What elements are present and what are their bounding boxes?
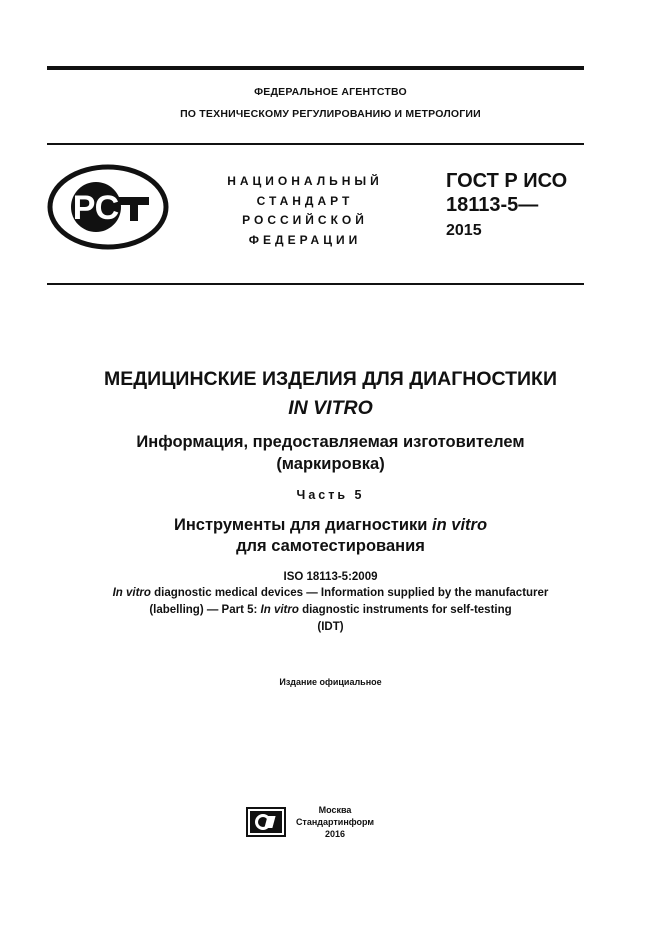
designation-line-2: 18113-5— — [446, 194, 539, 216]
subtitle-line-1: Информация, предоставляемая изготовителем — [136, 433, 525, 451]
part-title-line-1 — [0, 516, 661, 535]
top-rule — [47, 66, 584, 70]
national-standard-line-2: СТАНДАРТ — [256, 194, 354, 208]
national-standard-line-4: ФЕДЕРАЦИИ — [248, 233, 362, 247]
main-title: МЕДИЦИНСКИЕ ИЗДЕЛИЯ ДЛЯ ДИАГНОСТИКИ — [104, 368, 557, 390]
header-rule — [47, 283, 584, 285]
iso-title-text-1: diagnostic medical devices — Information supplied by the manufacturer — [150, 587, 549, 599]
national-standard-line-1: НАЦИОНАЛЬНЫЙ — [227, 174, 383, 188]
part-title-in-vitro: in vitro — [432, 516, 488, 534]
part-title-text: Инструменты для диагностики — [173, 516, 433, 534]
national-standard-line-3: РОССИЙСКОЙ — [242, 213, 368, 227]
publisher-name: Стандартинформ — [295, 817, 375, 827]
part-title-line-2: для самотестирования — [236, 537, 425, 555]
standartinform-logo-graphic — [246, 807, 286, 837]
agency-line-1: ФЕДЕРАЛЬНОЕ АГЕНТСТВО — [254, 86, 407, 98]
iso-title-line-1 — [0, 587, 661, 599]
standartinform-logo-icon — [246, 807, 286, 837]
iso-number: ISO 18113-5:2009 — [283, 571, 378, 583]
main-title-in-vitro: IN VITRO — [288, 397, 373, 419]
iso-title-line-2 — [0, 604, 661, 616]
iso-idt: (IDT) — [317, 621, 344, 633]
agency-rule — [47, 143, 584, 145]
iso-in-vitro-1: In vitro — [112, 587, 151, 599]
edition-label: Издание официальное — [279, 677, 382, 687]
iso-title-pre-2: (labelling) — Part 5: — [149, 604, 261, 616]
subtitle-line-2: (маркировка) — [276, 455, 385, 473]
iso-title-text-2: diagnostic instruments for self-testing — [298, 604, 512, 616]
agency-line-2: ПО ТЕХНИЧЕСКОМУ РЕГУЛИРОВАНИЮ И МЕТРОЛОГИИ — [180, 108, 481, 120]
rst-logo-graphic — [47, 164, 169, 250]
logo-letters-pc: РС — [72, 189, 120, 227]
part-number: Часть 5 — [296, 488, 365, 502]
rst-logo-icon — [47, 164, 169, 250]
publisher-city: Москва — [318, 805, 352, 815]
iso-in-vitro-2: In vitro — [260, 604, 299, 616]
publisher-year: 2016 — [324, 829, 346, 839]
designation-line-3: 2015 — [446, 222, 482, 239]
designation-line-1: ГОСТ Р ИСО — [446, 170, 568, 192]
